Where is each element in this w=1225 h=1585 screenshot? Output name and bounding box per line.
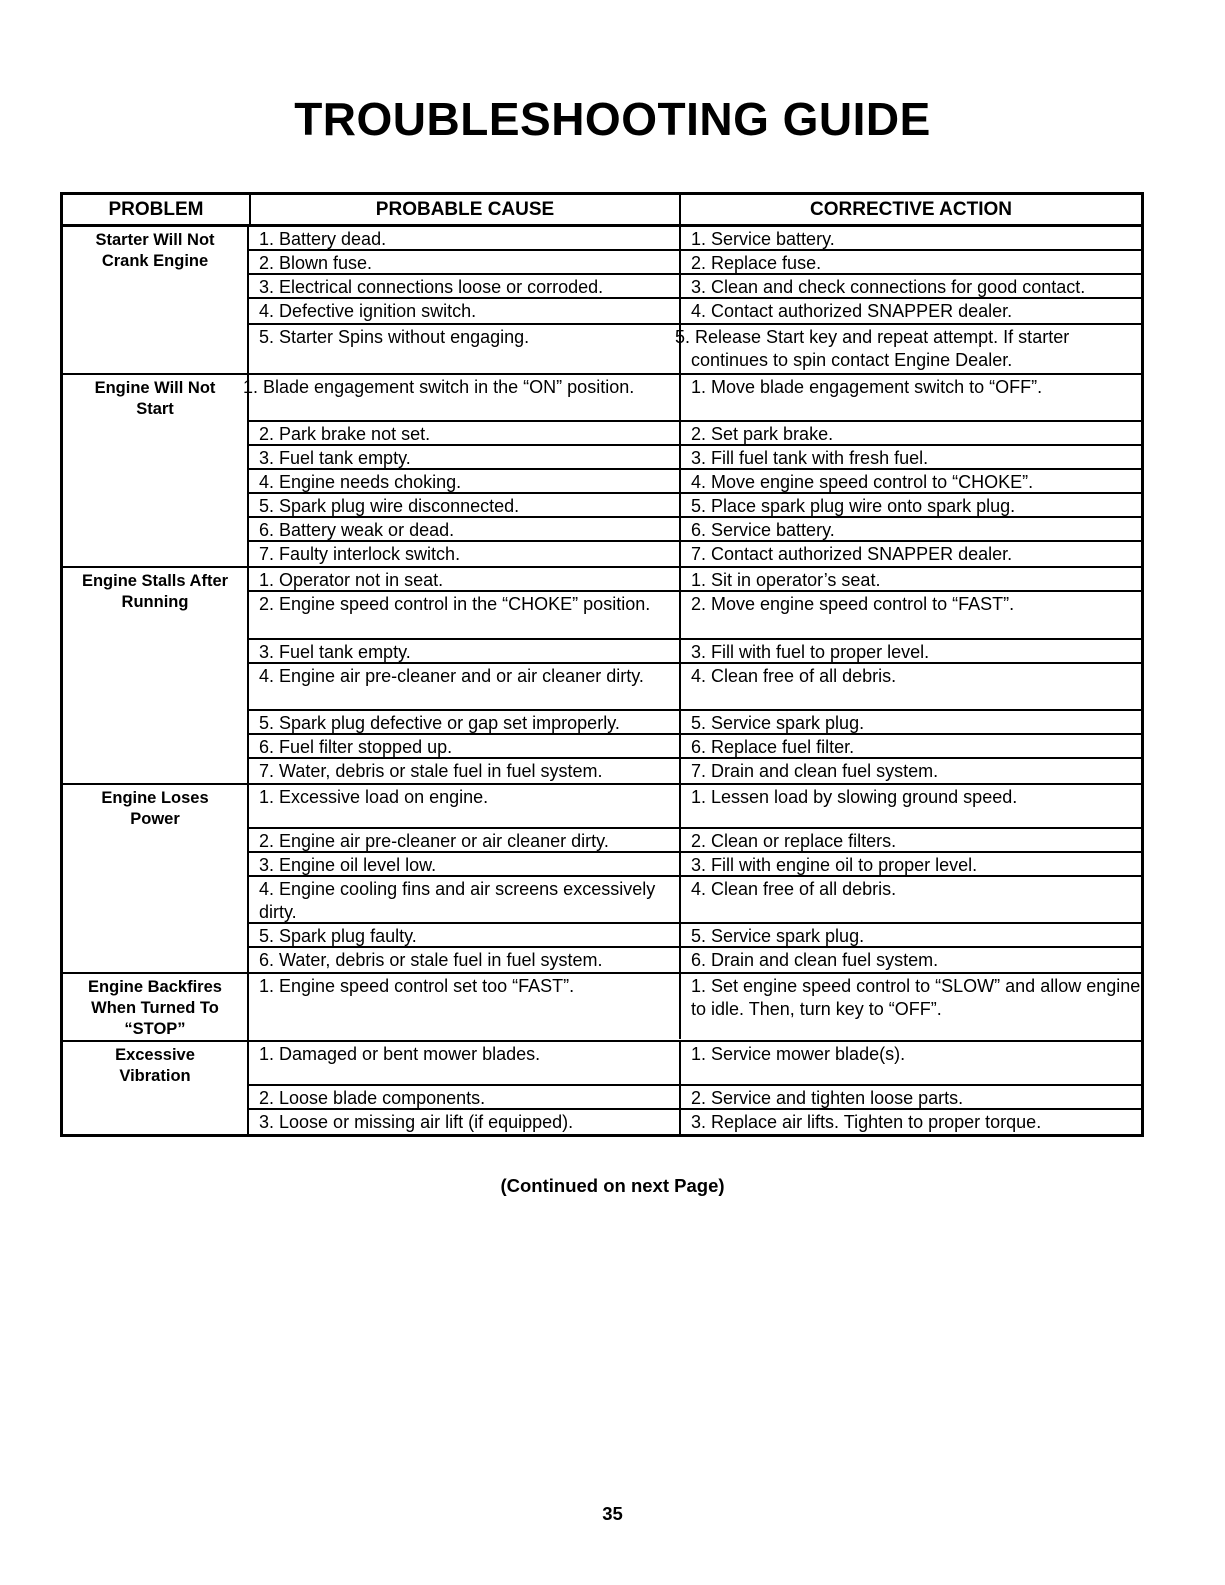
action-cell: 1. Service mower blade(s). (679, 1042, 1141, 1084)
cause-cell: 1. Blade engagement switch in the “ON” position. (243, 377, 635, 397)
table-row (249, 446, 1141, 470)
action-cell: 1. Move blade engagement switch to “OFF”. (679, 375, 1141, 420)
cause-cell: 2. Blown fuse. (259, 253, 373, 273)
cause-cell: 2. Engine speed control in the “CHOKE” position. (259, 594, 651, 614)
cause-cell: 1. Operator not in seat. (259, 570, 444, 590)
table-row (249, 664, 1141, 711)
action-cell: 4. Clean free of all debris. (679, 664, 1141, 709)
action-cell: 1. Lessen load by slowing ground speed. (679, 785, 1141, 827)
cause-cell: 5. Spark plug wire disconnected. (259, 496, 520, 516)
action-cell: 4. Move engine speed control to “CHOKE”. (679, 470, 1141, 494)
group-rows (249, 974, 1141, 1040)
table-row (249, 227, 1141, 251)
cause-cell: 4. Engine air pre-cleaner and or air cleaner dirty. (259, 666, 644, 686)
table-row (249, 785, 1141, 829)
action-cell: 1. Set engine speed control to “SLOW” and allow engine to idle. Then, turn key to “OFF”. (679, 974, 1141, 1039)
cause-cell: 1. Engine speed control set too “FAST”. (259, 976, 575, 996)
cause-cell: 2. Loose blade components. (259, 1088, 486, 1108)
action-cell: 3. Fill with engine oil to proper level. (679, 853, 1141, 877)
action-cell: 1. Sit in operator’s seat. (679, 568, 1141, 592)
table-row (249, 251, 1141, 275)
action-cell: 4. Contact authorized SNAPPER dealer. (679, 299, 1141, 323)
group-rows (249, 785, 1141, 972)
table-row (249, 275, 1141, 299)
table-row (249, 1086, 1141, 1110)
action-cell: 5. Place spark plug wire onto spark plug. (679, 494, 1141, 518)
group-rows (249, 227, 1141, 373)
table-row (249, 974, 1141, 1039)
group-rows (249, 1042, 1141, 1134)
group-rows (249, 568, 1141, 783)
troubleshooting-table (60, 192, 1144, 1137)
action-cell: 4. Clean free of all debris. (679, 877, 1141, 923)
table-row (249, 735, 1141, 759)
problem-label: Excessive Vibration (63, 1042, 249, 1134)
problem-label: Engine Will Not Start (63, 375, 249, 566)
table-row (243, 375, 1141, 422)
problem-group (63, 375, 1141, 568)
table-row (249, 853, 1141, 877)
problem-label: Starter Will Not Crank Engine (63, 227, 249, 373)
action-cell: 2. Set park brake. (679, 422, 1141, 446)
table-header (63, 195, 1141, 227)
cause-cell: 4. Engine needs choking. (259, 472, 462, 492)
table-row (249, 877, 1141, 924)
header-cause: PROBABLE CAUSE (249, 195, 679, 224)
table-row (249, 422, 1141, 446)
cause-cell: 6. Water, debris or stale fuel in fuel system. (259, 950, 603, 970)
cause-cell: 5. Starter Spins without engaging. (259, 327, 530, 347)
table-row (249, 542, 1141, 566)
cause-cell: 6. Battery weak or dead. (259, 520, 455, 540)
cause-cell: 2. Park brake not set. (259, 424, 431, 444)
cause-cell: 5. Spark plug defective or gap set improperly. (259, 713, 620, 733)
table-row (249, 299, 1141, 325)
table-row (249, 829, 1141, 853)
table-row (249, 924, 1141, 948)
page-title: TROUBLESHOOTING GUIDE (294, 93, 931, 145)
table-row (249, 640, 1141, 664)
cause-cell: 7. Faulty interlock switch. (259, 544, 461, 564)
table-row (249, 518, 1141, 542)
action-cell: 6. Service battery. (679, 518, 1141, 542)
problem-label: Engine Stalls After Running (63, 568, 249, 783)
table-row (249, 711, 1141, 735)
cause-cell: 3. Loose or missing air lift (if equipped). (259, 1112, 574, 1132)
table-row (249, 470, 1141, 494)
action-cell: 2. Replace fuse. (679, 251, 1141, 275)
problem-group (63, 227, 1141, 375)
action-cell: 3. Replace air lifts. Tighten to proper torque. (679, 1110, 1141, 1134)
action-cell: 7. Contact authorized SNAPPER dealer. (679, 542, 1141, 566)
cause-cell: 3. Electrical connections loose or corroded. (259, 277, 604, 297)
action-cell: 2. Service and tighten loose parts. (679, 1086, 1141, 1110)
table-row (249, 1042, 1141, 1086)
action-cell: 6. Replace fuel filter. (679, 735, 1141, 759)
action-cell: 5. Service spark plug. (679, 924, 1141, 948)
table-row (249, 568, 1141, 592)
action-cell: 2. Move engine speed control to “FAST”. (679, 592, 1141, 638)
page-number: 35 (602, 1503, 623, 1524)
table-row (249, 948, 1141, 972)
problem-group (63, 568, 1141, 785)
cause-cell: 1. Excessive load on engine. (259, 787, 489, 807)
problem-group (63, 785, 1141, 974)
action-cell: 3. Fill with fuel to proper level. (679, 640, 1141, 664)
cause-cell: 4. Defective ignition switch. (259, 301, 477, 321)
table-row (249, 325, 1141, 373)
action-cell: 6. Drain and clean fuel system. (679, 948, 1141, 972)
cause-cell: 3. Fuel tank empty. (259, 642, 411, 662)
cause-cell: 1. Damaged or bent mower blades. (259, 1044, 541, 1064)
table-row (249, 1110, 1141, 1134)
cause-cell: 6. Fuel filter stopped up. (259, 737, 453, 757)
table-row (249, 592, 1141, 640)
continued-note: (Continued on next Page) (500, 1175, 725, 1196)
action-cell: 5. Service spark plug. (679, 711, 1141, 735)
table-row (249, 759, 1141, 783)
action-cell: 3. Clean and check connections for good contact. (679, 275, 1141, 299)
action-cell: 5. Release Start key and repeat attempt. If starter continues to spin contact Engine Dealer. (679, 325, 1141, 373)
cause-cell: 3. Engine oil level low. (259, 855, 437, 875)
problem-label: Engine Loses Power (63, 785, 249, 972)
cause-cell: 5. Spark plug faulty. (259, 926, 417, 946)
action-cell: 7. Drain and clean fuel system. (679, 759, 1141, 783)
action-cell: 3. Fill fuel tank with fresh fuel. (679, 446, 1141, 470)
action-cell: 2. Clean or replace filters. (679, 829, 1141, 853)
cause-cell: 4. Engine cooling fins and air screens excessively dirty. (259, 879, 656, 922)
problem-group (63, 974, 1141, 1042)
header-problem: PROBLEM (108, 198, 204, 220)
cause-cell: 2. Engine air pre-cleaner or air cleaner dirty. (259, 831, 609, 851)
cause-cell: 1. Battery dead. (259, 229, 387, 249)
action-cell: 1. Service battery. (679, 227, 1141, 251)
cause-cell: 3. Fuel tank empty. (259, 448, 411, 468)
group-rows (243, 375, 1141, 566)
problem-group (63, 1042, 1141, 1134)
table-row (249, 494, 1141, 518)
header-action: CORRECTIVE ACTION (679, 195, 1141, 224)
problem-label: Engine Backfires When Turned To “STOP” (63, 974, 249, 1040)
cause-cell: 7. Water, debris or stale fuel in fuel system. (259, 761, 603, 781)
